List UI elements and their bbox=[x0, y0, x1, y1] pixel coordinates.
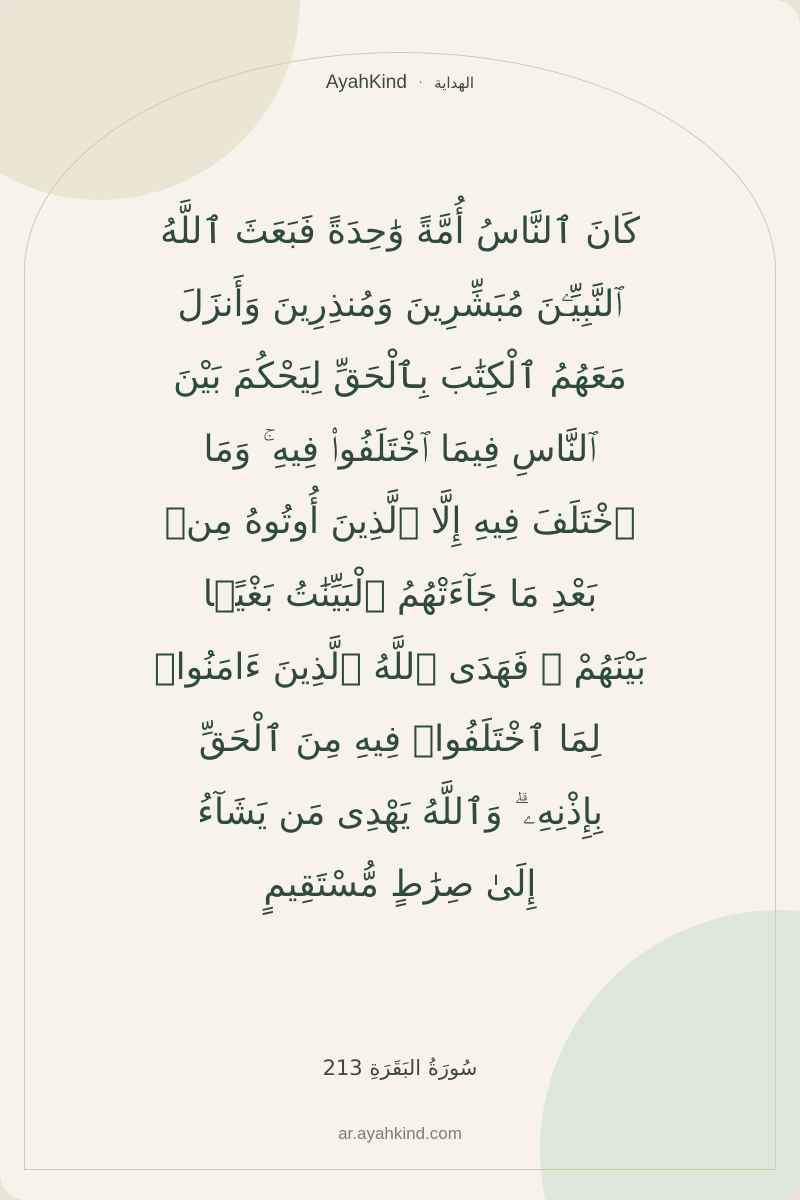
verse-line: إِلَىٰ صِرَٰطٍ مُّسْتَقِيمٍ bbox=[263, 864, 537, 906]
header-separator: · bbox=[418, 73, 423, 89]
verse-line: ٱلنَّاسِ فِيمَا ٱخْتَلَفُوا۟ فِيهِ ۚ وَمَا bbox=[203, 428, 597, 470]
verse-line: كَانَ ٱلنَّاسُ أُمَّةً وَٰحِدَةً فَبَعَثَ ٱللَّهُ bbox=[160, 211, 640, 252]
verse-line: مَعَهُمُ ٱلْكِتَٰبَ بِٱلْحَقِّ لِيَحْكُمَ بَيْنَ bbox=[173, 356, 627, 398]
category-label: الهداية bbox=[434, 75, 475, 92]
surah-name: سُورَةُ البَقَرَةِ bbox=[369, 1056, 478, 1080]
verse-line: ٱلنَّبِيِّـۧنَ مُبَشِّرِينَ وَمُنذِرِينَ وَأَنزَلَ bbox=[177, 283, 623, 325]
footer-url[interactable]: ar.ayahkind.com bbox=[338, 1124, 462, 1143]
verse-line: بِإِذْنِهِۦ ۗ وَٱللَّهُ يَهْدِى مَن يَشَآءُ bbox=[197, 791, 603, 833]
ayah-number: 213 bbox=[322, 1056, 363, 1080]
surah-reference bbox=[0, 1056, 800, 1080]
brand-name: AyahKind bbox=[325, 72, 407, 93]
verse-line: لِمَا ٱخْتَلَفُوا۟ فِيهِ مِنَ ٱلْحَقِّ bbox=[198, 719, 602, 761]
verse-line: ٱخْتَلَفَ فِيهِ إِلَّا ٱلَّذِينَ أُوتُوهُ مِنۢ bbox=[164, 501, 636, 543]
verse-line: بَيْنَهُمْ ۖ فَهَدَى ٱللَّهُ ٱلَّذِينَ ءَامَنُوا۟ bbox=[154, 646, 646, 688]
header bbox=[0, 72, 800, 94]
verse-text bbox=[60, 196, 740, 922]
verse-line: بَعْدِ مَا جَآءَتْهُمُ ٱلْبَيِّنَٰتُ بَغْيًۢا bbox=[202, 573, 598, 615]
